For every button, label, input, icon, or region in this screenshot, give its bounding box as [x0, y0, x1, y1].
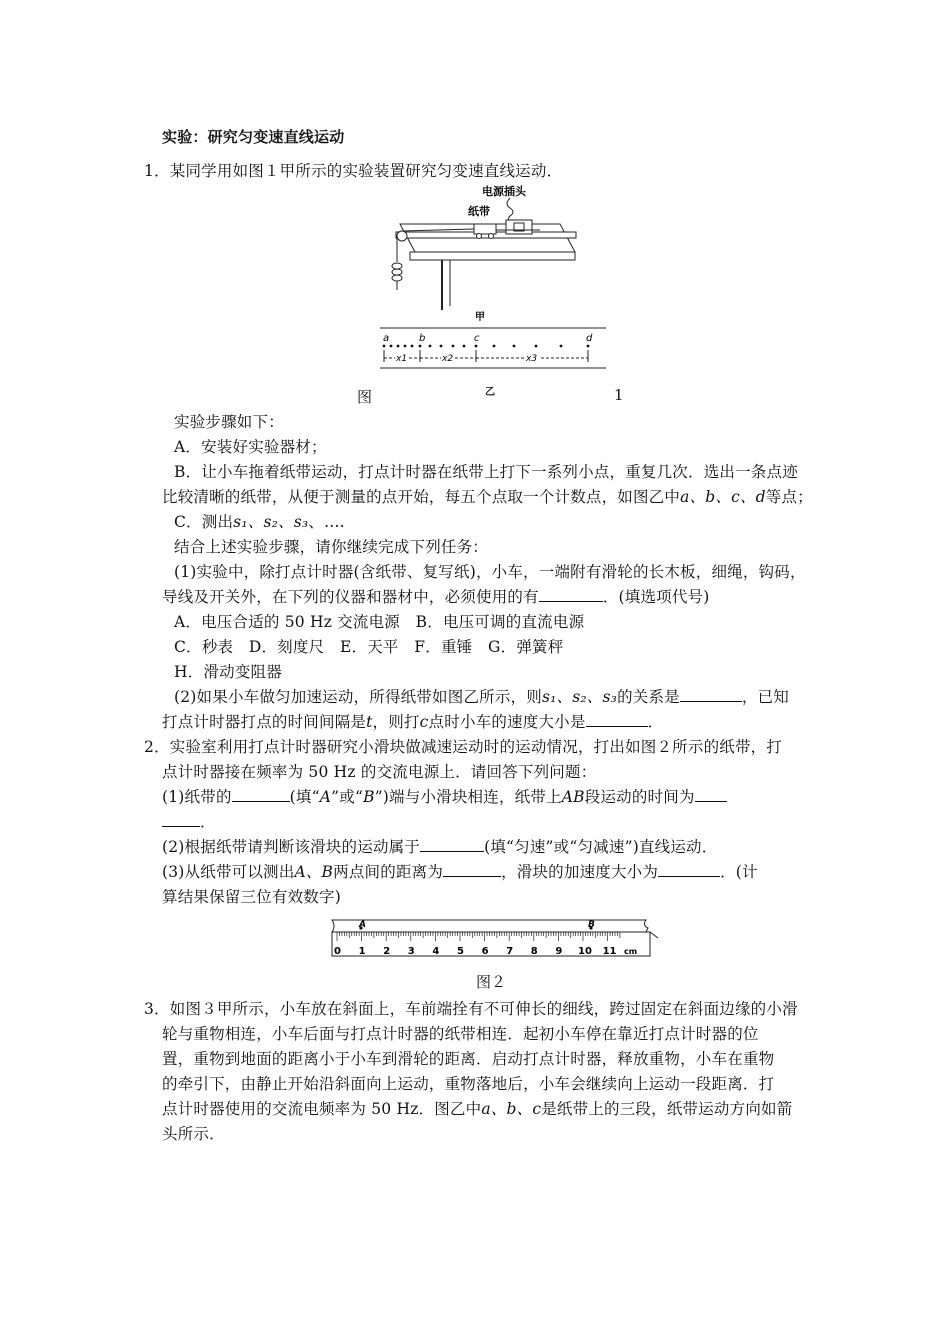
tape-dot — [397, 345, 400, 348]
task-intro: 结合上述实验步骤，请你继续完成下列任务： — [174, 538, 489, 556]
tape-dot — [560, 345, 563, 348]
q1-part2-line-1: (2)如果小车做匀加速运动，所得纸带如图乙所示，则s₁、s₂、s₃的关系是 ，已知 — [174, 688, 789, 706]
q3-line-1: 3．如图３甲所示，小车放在斜面上，车前端拴有不可伸长的细线，跨过固定在斜面边缘的小滑 — [144, 1000, 798, 1018]
q3-line-2: 轮与重物相连，小车后面与打点计时器的纸带相连．起初小车停在靠近打点计时器的位 — [162, 1025, 759, 1043]
tape-dot — [452, 345, 455, 348]
q2-part2: (2)根据纸带请判断该滑块的运动属于 (填“匀速”或“匀减速”)直线运动． — [162, 838, 718, 856]
answer-blank[interactable] — [232, 787, 290, 802]
tape-dot — [493, 345, 496, 348]
q2-part1-line-2: ． — [162, 812, 216, 832]
figure-1-apparatus — [370, 182, 590, 326]
ruler-number: 6 — [481, 946, 489, 957]
point-c-label: c — [474, 333, 480, 344]
q3-line-6: 头所示． — [162, 1125, 225, 1143]
option-h: H．滑动变阻器 — [174, 663, 282, 681]
options-c-g: C．秒表 D．刻度尺 E．天平 F．重锤 G．弹簧秤 — [174, 638, 564, 656]
q1-part1-line-2: 导线及开关外，在下列的仪器和器材中，必须使用的有 ．(填选项代号) — [162, 588, 710, 606]
answer-blank[interactable] — [443, 862, 501, 877]
ruler-number: 3 — [407, 946, 415, 957]
q2-line-2: 点计时器接在频率为 50 Hz 的交流电源上．请回答下列问题： — [162, 763, 597, 781]
ruler-number: 8 — [530, 946, 538, 957]
ruler-number: 10 — [578, 946, 592, 957]
label-a: A — [359, 920, 366, 930]
ruler-number: 11 — [602, 946, 617, 957]
segment-x1-label: x1 — [396, 354, 408, 364]
ruler-number: 1 — [358, 946, 366, 957]
apparatus-drawing — [370, 182, 590, 322]
answer-blank[interactable] — [162, 812, 200, 827]
power-plug-label: 电源插头 — [482, 185, 526, 198]
steps-heading: 实验步骤如下： — [174, 413, 284, 431]
segment-x3-label: x3 — [526, 354, 538, 364]
label-jia: 甲 — [475, 312, 485, 322]
q1-part2-line-2: 打点计时器打点的时间间隔是t，则打c点时小车的速度大小是 ． — [162, 713, 664, 731]
answer-blank[interactable] — [695, 787, 727, 802]
power-cord — [507, 198, 513, 222]
weight — [392, 269, 402, 275]
segment-x2-label: x2 — [442, 354, 454, 364]
q3-line-4: 的牵引下，由静止开始沿斜面向上运动，重物落地后，小车会继续向上运动一段距离．打 — [162, 1075, 775, 1093]
label-b: B — [588, 920, 595, 930]
weight — [392, 263, 402, 269]
answer-blank[interactable] — [586, 712, 648, 727]
section-title: 实验：研究匀变速直线运动 — [162, 128, 345, 146]
tape-drawing — [378, 326, 608, 374]
label-yi: 乙 — [485, 387, 495, 398]
q2-line-1: 2．实验室利用打点计时器研究小滑块做减速运动时的运动情况，打出如图２所示的纸带，打 — [144, 738, 783, 756]
q1-number: 1． — [144, 162, 170, 180]
tape-dot — [390, 345, 393, 348]
paper-tape-label: 纸带 — [468, 205, 490, 218]
pulley — [397, 231, 407, 241]
tape-dot — [475, 345, 478, 348]
ruler-number: 9 — [555, 946, 563, 957]
ruler-drawing — [324, 914, 664, 964]
ruler-unit: cm — [624, 947, 638, 956]
tape-dot — [463, 345, 466, 348]
ruler-number: 0 — [334, 946, 341, 957]
q3-number: 3． — [144, 1000, 170, 1018]
point-a-label: a — [383, 333, 390, 344]
q2-part3-line-1: (3)从纸带可以测出A、B两点间的距离为 ，滑块的加速度大小为 ．(计 — [162, 863, 758, 881]
step-c: C．测出s₁、s₂、s₃、…. — [174, 513, 345, 531]
tape-dot — [513, 345, 516, 348]
figure-1-tape — [378, 326, 608, 378]
point-b-label: b — [419, 333, 426, 344]
ruler-number: 7 — [506, 946, 514, 957]
figure-2-caption: 图２ — [476, 973, 507, 991]
weight — [392, 275, 402, 281]
figure-1-caption-left: 图 — [357, 388, 373, 406]
ruler-number: 4 — [432, 946, 440, 957]
tape-dot — [383, 345, 386, 348]
step-a: A．安装好实验器材； — [174, 438, 327, 456]
answer-blank[interactable] — [680, 687, 742, 702]
q3-line-5: 点计时器使用的交流电频率为 50 Hz．图乙中a、b、c是纸带上的三段，纸带运动方向如箭 — [162, 1100, 793, 1118]
step-b-line-2: 比较清晰的纸带，从便于测量的点开始，每五个点取一个计数点，如图乙中a、b、c、d等点； — [162, 488, 813, 506]
ruler-number: 5 — [457, 946, 464, 957]
cart-wheel — [489, 234, 494, 239]
q2-part1-line-1: (1)纸带的 (填“A”或“B”)端与小滑块相连，纸带上AB段运动的时间为 — [162, 787, 727, 807]
point-d-label: d — [586, 333, 593, 344]
answer-blank[interactable] — [539, 587, 603, 602]
q3-line-3: 置，重物到地面的距离小于小车到滑轮的距离．启动打点计时器，释放重物，小车在重物 — [162, 1050, 775, 1068]
q2-part3-line-2: 算结果保留三位有效数字) — [162, 888, 341, 906]
tape-dot — [429, 345, 432, 348]
figure-1-caption-right: 1 — [614, 386, 624, 404]
tape-dot — [404, 345, 407, 348]
paper-tape-strip — [332, 920, 648, 932]
figure-2-ruler — [324, 914, 664, 968]
answer-blank[interactable] — [658, 862, 720, 877]
table-edge — [410, 252, 575, 260]
tape-dots — [383, 345, 590, 348]
ruler-number: 2 — [383, 946, 391, 957]
step-b-line-1: B．让小车拖着纸带运动，打点计时器在纸带上打下一系列小点，重复几次．选出一条点迹 — [174, 463, 798, 481]
cart-wheel — [477, 234, 482, 239]
ruler-tab — [650, 932, 658, 938]
options-a-b: A．电压合适的 50 Hz 交流电源 B．电压可调的直流电源 — [174, 613, 585, 631]
q1-intro: 1．某同学用如图１甲所示的实验装置研究匀变速直线运动． — [144, 162, 563, 180]
tape-dot — [411, 345, 414, 348]
tape-dot — [535, 345, 538, 348]
answer-blank[interactable] — [420, 837, 484, 852]
tape-dot — [587, 345, 590, 348]
tape-dot — [440, 345, 443, 348]
cart — [474, 224, 496, 234]
tape-dot — [419, 345, 422, 348]
q1-part1-line-1: (1)实验中，除打点计时器(含纸带、复写纸)，小车，一端附有滑轮的长木板，细绳，钩码， — [174, 563, 806, 581]
q2-number: 2． — [144, 738, 170, 756]
